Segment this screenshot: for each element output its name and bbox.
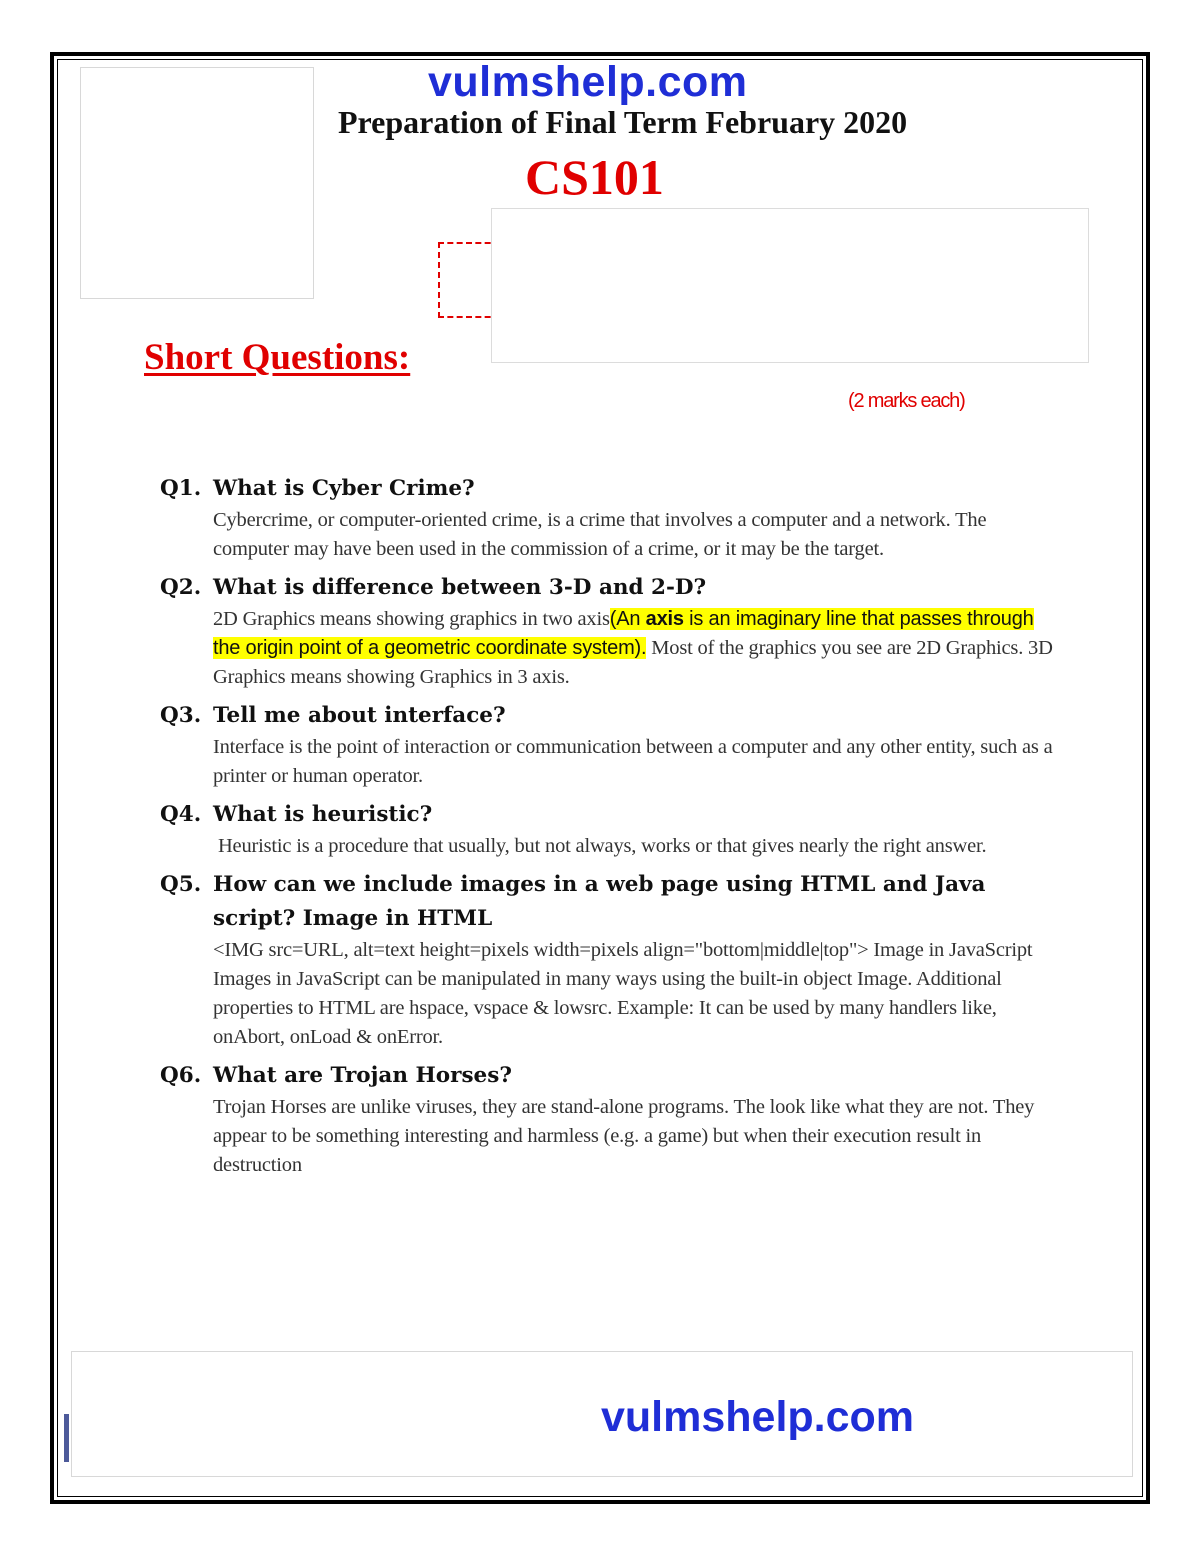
section-heading: Short Questions: [144,337,411,378]
answer-text: <IMG src=URL, alt=text height=pixels width=pixels align="bottom|middle|top"> Image in JavaScript Images in JavaScript can be manipulated in many ways using the built-in object Image. Additional properties to HTML are hspace, vspace & lowsrc. Example: It can be used by many handlers like, onAbort, onLoad & onError. [213,939,1033,1048]
question-item [160,472,1060,564]
document-title: Preparation of Final Term February 2020 [338,104,908,140]
question-item [160,571,1060,692]
question-item [160,798,1060,861]
highlight-open: (An [609,608,646,630]
question-text: Tell me about interface? [213,703,506,728]
question-item [160,699,1060,791]
highlight-bold-term: axis [645,608,684,630]
question-item [160,1059,1060,1180]
question-number: Q4. [160,802,202,827]
banner-placeholder [491,208,1089,363]
answer-text-end: Most of the graphics you see are 2D Graphics. 3D Graphics means showing Graphics in 3 axis. [213,637,1053,688]
site-footer-link[interactable]: vulmshelp.com [601,1393,915,1441]
question-text: How can we include images in a web page using HTML and Java script? Image in HTML [213,872,986,931]
footer-logo-fragment [64,1414,69,1462]
question-text: What are Trojan Horses? [213,1063,512,1088]
answer-text: Heuristic is a procedure that usually, but not always, works or that gives nearly the right answer. [213,835,987,857]
answer-text [213,605,1060,692]
question-text: What is Cyber Crime? [213,476,475,501]
question-number: Q5. [160,872,202,897]
answer-text: Cybercrime, or computer-oriented crime, is a crime that involves a computer and a network. The computer may have been used in the commission of a crime, or it may be the target. [213,509,987,560]
question-item [160,868,1060,1052]
question-list [160,472,1060,1187]
question-text: What is heuristic? [213,802,433,827]
answer-text: Interface is the point of interaction or communication between a computer and any other entity, such as a printer or human operator. [213,736,1053,787]
question-text: What is difference between 3-D and 2-D? [213,575,707,600]
question-number: Q6. [160,1063,202,1088]
question-number: Q3. [160,703,202,728]
logo-placeholder [80,67,314,299]
site-header-link[interactable]: vulmshelp.com [428,58,748,106]
answer-text-start: 2D Graphics means showing graphics in two axis [213,608,610,630]
highlight-rest: is an imaginary line that passes through the origin point of a geometric coordinate system). [213,608,1034,659]
marks-note: (2 marks each) [848,390,965,412]
question-number: Q2. [160,575,202,600]
question-number: Q1. [160,476,202,501]
answer-text: Trojan Horses are unlike viruses, they are stand-alone programs. The look like what they are not. They appear to be something interesting and harmless (e.g. a game) but when their execution result in destruction [213,1096,1035,1176]
course-code: CS101 [525,149,664,205]
